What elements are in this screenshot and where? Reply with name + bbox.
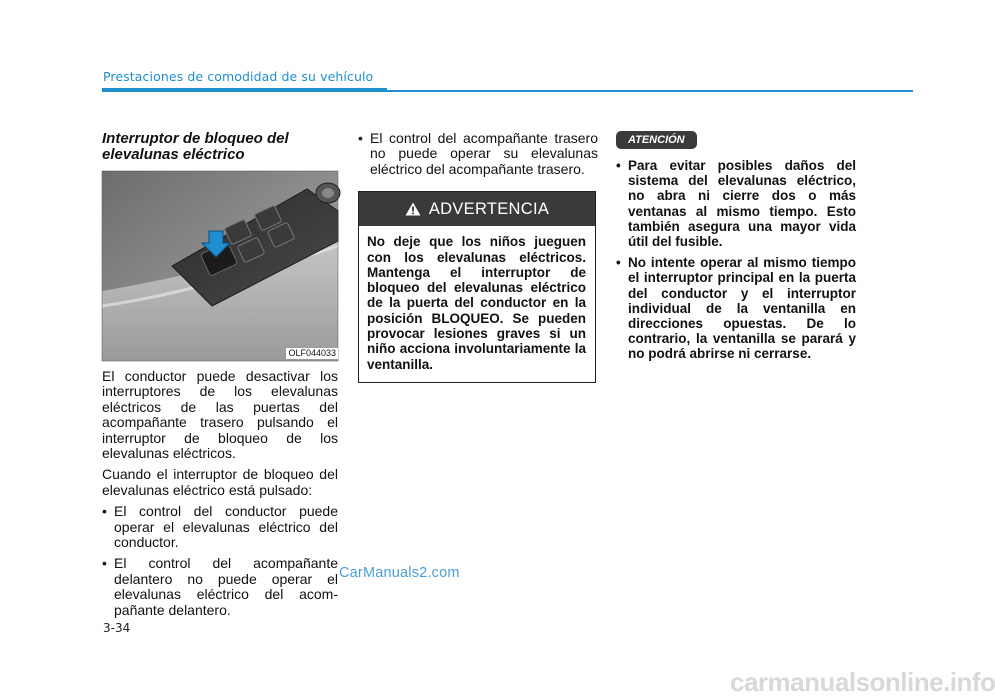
lock-effects-list-continued — [358, 131, 598, 177]
intro-paragraph: El conductor puede desactivar los interruptores de los elevalunas eléctricos de las puertas del acompañante trasero pulsando el interruptor de bloqueo de los elevalunas eléctricos. — [102, 368, 338, 462]
watermark-link[interactable]: CarManuals2.com — [339, 565, 460, 581]
header-title: Prestaciones de comodidad de su vehículo — [103, 69, 374, 84]
list-item: • Para evitar posibles daños del sistema del elevalunas eléctrico, no abra ni cierre dos o más ventanas al mismo tiempo. Esto también asegura una mayor vida útil del fusible. — [616, 158, 856, 249]
caution-badge: ATENCIÓN — [616, 131, 697, 149]
list-item: • El control del conductor puede operar el elevalunas eléctrico del conductor. — [102, 504, 338, 550]
page-number: 3-34 — [103, 621, 131, 635]
warning-triangle-icon — [405, 202, 421, 216]
column-middle — [358, 131, 598, 383]
condition-paragraph: Cuando el interruptor de bloqueo del elevalunas eléctrico está pulsado: — [102, 466, 338, 498]
warning-text: No deje que los niños jueguen con los elevalunas eléctricos. Mantenga el interruptor de bloqueo del elevalunas eléctrico de la puerta del conductor en la posición BLOQUEO. Se pueden provocar lesiones graves si un niño acciona involuntariamente la ventanilla. — [367, 234, 586, 372]
photo-code: OLF044033 — [288, 348, 336, 358]
warning-header — [359, 192, 595, 226]
lock-effects-list — [102, 504, 338, 618]
column-left — [102, 131, 338, 624]
header-rule-thick — [102, 88, 387, 92]
section-title: Interruptor de bloqueo del elevalunas eléctrico — [102, 130, 289, 163]
caution-list — [616, 158, 856, 362]
header-rule-thin — [387, 90, 913, 92]
column-right — [616, 131, 856, 368]
list-item: • No intente operar al mismo tiempo el interruptor principal en la puerta del conductor y el interruptor individual de la ventanilla en direcciones opuestas. De lo contrario, la ventanilla se parará y no podrá abrirse ni cerrarse. — [616, 255, 856, 361]
door-switch-photo — [102, 171, 338, 361]
list-item: • El control del acompañante delantero no puede operar el elevalunas eléctrico del acom-pañante delantero. — [102, 556, 338, 618]
list-item: • El control del acompañante trasero no puede operar su elevalunas eléctrico del acompañante trasero. — [358, 131, 598, 177]
footer-watermark: carmanualsonline.info — [730, 667, 995, 697]
warning-box — [358, 191, 596, 383]
door-panel-illustration — [102, 171, 338, 361]
warning-title: ADVERTENCIA — [428, 199, 550, 218]
